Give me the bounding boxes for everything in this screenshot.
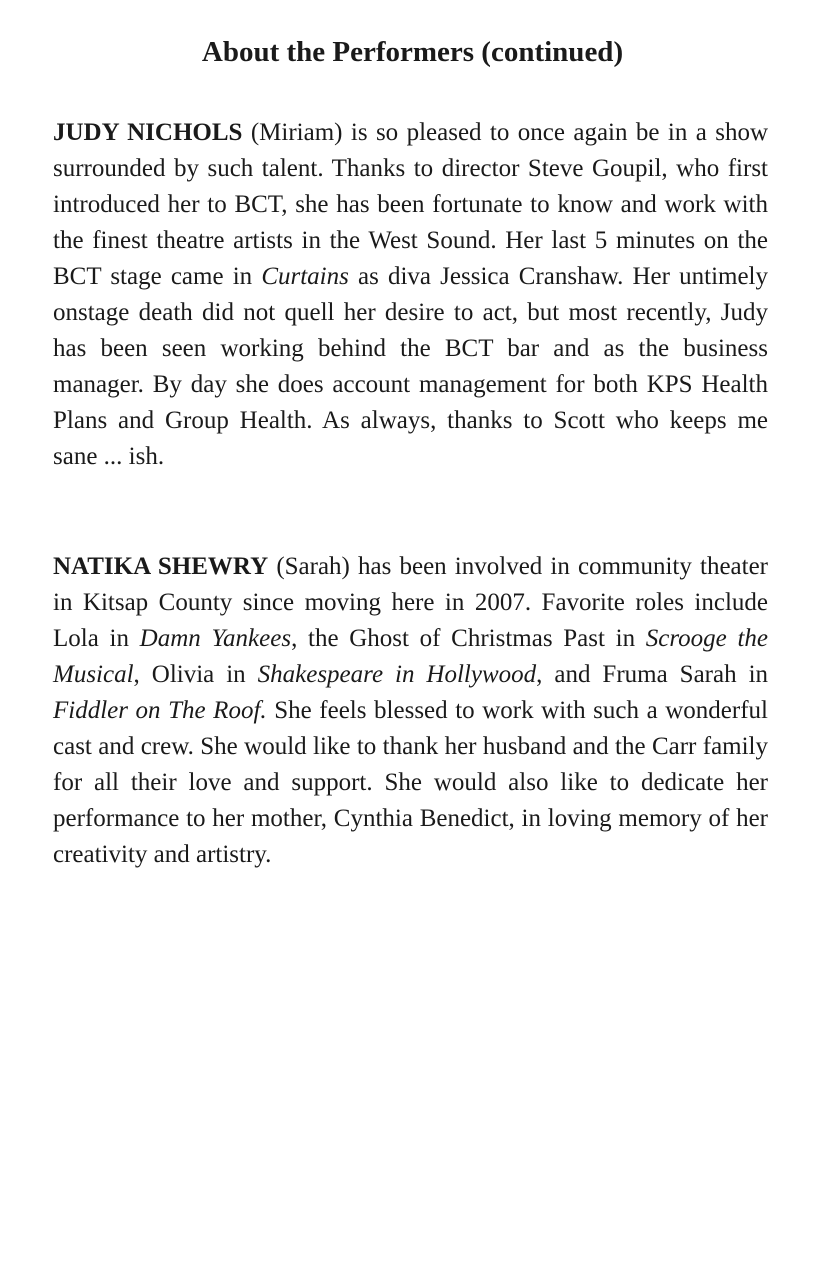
show-title: Shakespeare in Hollywood	[257, 661, 537, 688]
bio-text: She feels blessed to work with such a wonderful cast and crew. She would like to thank her husband and the Carr family for all their love and support. She would also like to dedicate her performance to her mother, Cynthia Benedict, in loving memory of her creativity and artistry.	[53, 697, 768, 868]
show-title: Fiddler on The Roof.	[53, 697, 267, 724]
performer-bio-judy-nichols	[53, 115, 768, 475]
bio-text: is so pleased to once again be in a show surrounded by such talent. Thanks to director Steve Goupil, who first introduced her to BCT, she has been fortunate to know and work with the finest theatre artists in the West Sound. Her last 5 minutes on the BCT stage came in	[53, 119, 768, 290]
show-title: Scrooge the Musical	[53, 625, 768, 688]
bio-text: , the Ghost of Christmas Past in	[291, 625, 646, 652]
show-title: Curtains	[261, 263, 349, 290]
performer-role: (Sarah)	[276, 553, 350, 580]
performer-name: JUDY NICHOLS	[53, 119, 243, 146]
bio-text: , and Fruma Sarah in	[536, 661, 769, 688]
bio-text: as diva Jessica Cranshaw. Her untimely onstage death did not quell her desire to act, but most recently, Judy has been seen working behind the BCT bar and as the business manager. By day she does account management for both KPS Health Plans and Group Health. As always, thanks to Scott who keeps me sane ... ish.	[53, 263, 769, 470]
performer-name: NATIKA SHEWRY	[53, 553, 269, 580]
performer-role: (Miriam)	[250, 119, 343, 146]
show-title: Damn Yankees	[139, 625, 292, 652]
performer-bio-natika-shewry	[53, 549, 768, 873]
bio-text: has been involved in community theater in Kitsap County since moving here in 2007. Favorite roles include Lola in	[53, 553, 769, 652]
page-title: About the Performers (continued)	[201, 36, 624, 68]
bio-text: , Olivia in	[133, 661, 258, 688]
